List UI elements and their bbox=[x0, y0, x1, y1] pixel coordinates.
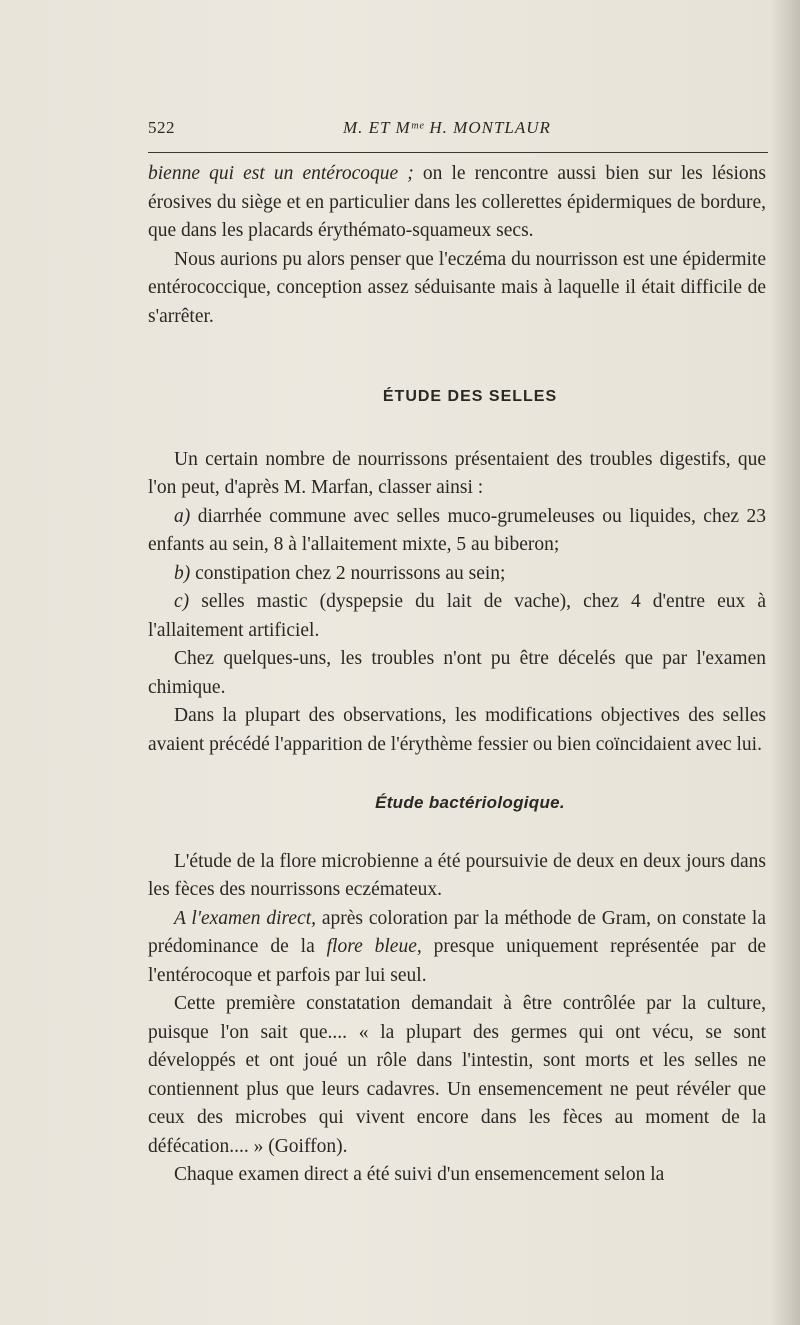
paragraph-continuation bbox=[148, 160, 766, 246]
paragraph-text: presque uniquement représentée par de l'entérocoque et parfois par lui seul. bbox=[148, 936, 766, 986]
paragraph bbox=[148, 905, 766, 991]
list-text: selles mastic (dyspepsie du lait de vache), chez 4 d'entre eux à l'allaitement artificiel. bbox=[148, 591, 766, 641]
subsection-heading: Étude bactériologique. bbox=[375, 793, 565, 812]
list-item-b bbox=[148, 560, 766, 589]
list-text: diarrhée commune avec selles muco-grumeleuses ou liquides, chez 23 enfants au sein, 8 à l'allaitement mixte, 5 au biberon; bbox=[148, 505, 766, 555]
paragraph: Dans la plupart des observations, les modifications objectives des selles avaient précédé l'apparition de l'érythème fessier ou bien coïncidaient avec lui. bbox=[148, 705, 766, 755]
paragraph-text: après coloration par la méthode de Gram, on constate la prédominance de la bbox=[148, 907, 766, 957]
emphasis-text: flore bleue, bbox=[326, 936, 422, 957]
emphasis-text: bienne qui est un entérocoque ; bbox=[148, 163, 414, 184]
list-marker: b) bbox=[174, 562, 191, 584]
list-text: constipation chez 2 nourrissons au sein; bbox=[190, 562, 506, 584]
running-head: M. ET Mᵐᵉ H. MONTLAUR bbox=[343, 118, 551, 137]
page-header bbox=[148, 118, 768, 142]
paragraph-text: on le rencontre aussi bien sur les lésions érosives du siège et en particulier dans les collerettes épidermiques de bordure, que dans les placards érythémato-squameux secs. bbox=[148, 163, 766, 241]
list-marker: c) bbox=[174, 591, 190, 612]
header-rule bbox=[148, 152, 768, 153]
page-body bbox=[148, 160, 766, 1190]
list-item-a bbox=[148, 503, 766, 560]
paragraph: Un certain nombre de nourrissons présentaient des troubles digestifs, que l'on peut, d'après M. Marfan, classer ainsi : bbox=[148, 448, 766, 498]
paragraph: Cette première constatation demandait à être contrôlée par la culture, puisque l'on sait que.... « la plupart des germes qui ont vécu, se sont développés et ont joué un rôle dans l'intestin, sont morts et les selles ne contiennent plus que leurs cadavres. Un ensemencement ne peut révéler que ceux des microbes qui vivent encore dans les fèces au moment de la défécation.... » (Goiffon). bbox=[148, 993, 766, 1157]
paragraph: Chez quelques-uns, les troubles n'ont pu être décelés que par l'examen chimique. bbox=[148, 648, 766, 698]
paragraph: L'étude de la flore microbienne a été poursuivie de deux en deux jours dans les fèces des nourrissons eczémateux. bbox=[148, 850, 766, 900]
page-number: 522 bbox=[148, 118, 175, 137]
list-item-c bbox=[148, 588, 766, 645]
paragraph: Nous aurions pu alors penser que l'eczéma du nourrisson est une épidermite entérococcique, conception assez séduisante mais à laquelle il était difficile de s'arrêter. bbox=[148, 248, 766, 327]
emphasis-text: A l'examen direct, bbox=[174, 907, 317, 929]
page-edge-shadow bbox=[770, 0, 800, 1325]
list-marker: a) bbox=[174, 505, 191, 527]
paragraph: Chaque examen direct a été suivi d'un ensemencement selon la bbox=[174, 1164, 665, 1185]
section-heading: ÉTUDE DES SELLES bbox=[382, 388, 558, 405]
